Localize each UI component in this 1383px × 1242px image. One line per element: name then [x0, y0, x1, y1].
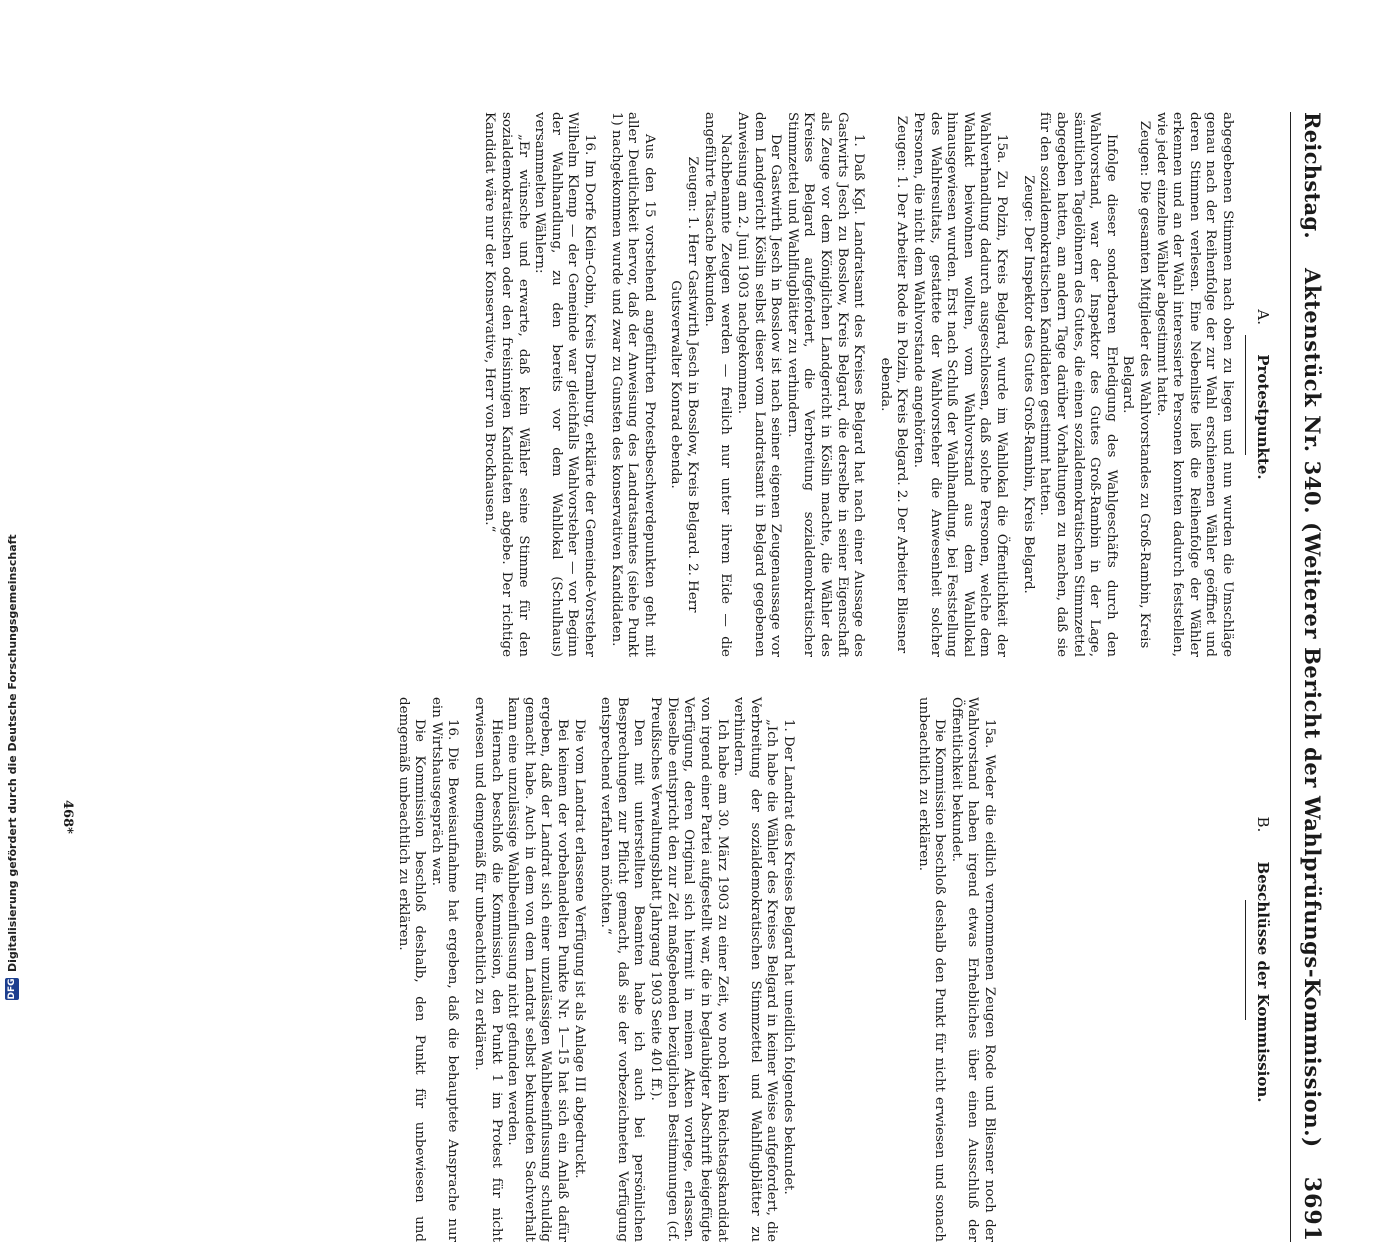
- heading-rule: [1245, 335, 1246, 455]
- page-number: 3691: [1299, 1176, 1325, 1242]
- digitization-footer: [1, 0, 23, 1000]
- paragraph: Hiernach beschloß die Kommission, den Punkt 1 im Protest für nicht erwiesen und demgemäß für unbeachtlich zu erklären.: [471, 697, 504, 1242]
- quotation: „Ich habe die Wähler des Kreises Belgard in keiner Weise aufgefordert, die Verbreitung der sozialdemokratischen Stimmzettel und Wahlflugblätter zu verhindern.: [731, 697, 780, 1242]
- witness-line: Zeuge: Der Inspektor des Gutes Groß-Rambin, Kreis Belgard.: [1020, 175, 1036, 594]
- column-headings: [1245, 112, 1272, 1242]
- paragraph: Aus den 15 vorstehend angeführten Protestbeschwerdepunkten geht mit aller Deutlichkeit hervor, daß der Anweisung des Landratsamtes (siehe Punkt 1) nachgekommen wurde und zwar zu Gunsten des konservativen Kandidaten.: [608, 112, 657, 657]
- paragraph: 16. Die Beweisaufnahme hat ergeben, daß die behauptete Ansprache nur ein Wirtshausgespräch war.: [428, 697, 461, 1242]
- header-title: Aktenstück Nr. 340. (Weiterer Bericht der Wahlprüfungs-Kommission.): [1300, 268, 1325, 1148]
- paragraph: Nachbenannte Zeugen werden — freilich nur unter ihrem Eide — die angeführte Tatsache bekunden.: [701, 112, 734, 657]
- paragraph: 1. Daß Kgl. Landratsamt des Kreises Belgard hat nach einer Aussage des Gastwirts Jesch zu Bosslow, Kreis Belgard, die derselbe in seiner Eigenschaft als Zeuge vor dem Königlichen Landgericht in Köslin machte, die Wähler des Kreises Belgard aufgefordert, die Verbreitung sozialdemokratischer Stimmzettel und Wahlflugblätter zu verhindern.: [784, 112, 867, 657]
- quotation: „Er wünsche und erwarte, daß kein Wähler seine Stimme für den sozialdemokratischen oder den freisinnigen Kandidaten abgebe. Der richtige Kandidat wäre nur der Konservative, Herr von Brockhausen.“: [482, 112, 531, 657]
- paragraph: Bei keinem der vorbehandelten Punkte Nr. 1—15 hat sich ein Anlaß dafür ergeben, daß der Landrat sich einer unzulässigen Wahlbeeinflussung schuldig gemacht habe. Auch in dem von dem Landrat selbst bekundeten Sachverhalt kann eine unzulässige Wahlbeeinflussung nicht gefunden werden.: [505, 697, 571, 1242]
- paragraph: Ich habe am 30. März 1903 zu einer Zeit, wo noch kein Reichstagskandidat von irgend einer Partei aufgestellt war, die in beglaubigter Abschrift beigefügte Verfügung, deren Original sich hiermit in meinen Akten vorlege, erlassen. Dieselbe entspricht den zur Zeit maßgebenden bezüglichen Bestimmungen (cf. Preußisches Verwaltungsblatt Jahrgang 1903 Seite 401 ff.).: [648, 697, 730, 1242]
- page-header: [1290, 112, 1325, 1242]
- right-column-heading: [1245, 677, 1272, 1242]
- paragraph: Den mit unterstellten Beamten habe ich auch bei persönlichen Besprechungen zur Pflicht gemacht, daß sie der vorbezeichneten Verfügung entsprechend verfahren möchten.“: [598, 697, 647, 1242]
- right-heading-letter: B.: [1254, 816, 1272, 833]
- two-column-body: [394, 112, 1235, 1242]
- paragraph: Die vom Landrat erlassene Verfügung ist als Anlage III abgedruckt.: [571, 719, 587, 1179]
- right-heading-text: Beschlüsse der Kommission.: [1254, 861, 1272, 1103]
- paragraph: 15a. Zu Polzin, Kreis Belgard, wurde im Wahllokal die Öffentlichkeit der Wahlverhandlung dadurch ausgeschlossen, daß solche Personen, welche dem Wahlakt beiwohnen wollten, vom Wahlvorstand aus dem Wahllokal hinausgewiesen wurden. Erst nach Schluß der Wahlhandlung, bei Feststellung des Wahlresultats, gestattete der Wahlvorsteher die Anwesenheit solcher Personen, die nicht dem Wahlvorstande angehörten.: [911, 112, 1010, 657]
- signature-mark: 468*: [60, 800, 75, 834]
- witness-line: Zeugen: Die gesamten Mitglieder des Wahlvorstandes zu Groß-Rambin, Kreis Belgard.: [1120, 120, 1152, 649]
- footer-text: Digitalisierung gefördert durch die Deutsche Forschungsgemeinschaft: [5, 534, 19, 972]
- header-left: Reichstag.: [1300, 112, 1325, 239]
- paragraph: Infolge dieser sonderbaren Erledigung des Wahlgeschäfts durch den Wahlvorstand, war der Inspektor des Gutes Groß-Rambin in der Lage, sämtlichen Tagelöhnern des Gutes, die einen sozialdemokratischen Stimmzettel abgegeben hatten, am andern Tage darüber Vorhaltungen zu machen, daß sie für den sozialdemokratischen Kandidaten gestimmt hatten.: [1037, 112, 1119, 657]
- paragraph: 16. Im Dorfe Klein-Cobin, Kreis Dramburg, erklärte der Gemeinde-Vorsteher Wilhelm Klemp — der Gemeinde war gleichfalls Wahlvorsteher — vor Beginn der Wahlhandlung, zu den bereits vor dem Wahllokal (Schulhaus) versammelten Wählern:: [532, 112, 598, 657]
- left-heading-letter: A.: [1254, 309, 1272, 325]
- left-column: [394, 112, 1235, 657]
- left-heading-text: Protestpunkte.: [1254, 354, 1272, 480]
- paragraph: Die Kommission beschloß deshalb den Punkt für nicht erwiesen und sonach unbeachtlich zu erklären.: [915, 697, 948, 1242]
- paragraph: Die Kommission beschloß deshalb, den Punkt für unbewiesen und demgemäß unbeachtlich zu erklären.: [395, 697, 428, 1242]
- left-column-heading: [1245, 112, 1272, 677]
- witness-line: Zeugen: 1. Herr Gastwirth Jesch in Bosslow, Kreis Belgard. 2. Herr Gutsverwalter Konrad ebenda.: [668, 156, 701, 613]
- dfg-logo: DFG: [7, 978, 17, 1000]
- right-column: [394, 697, 1235, 1242]
- paragraph: 1. Der Landrat des Kreises Belgard hat uneidlich folgendes bekundet.: [780, 719, 796, 1195]
- paragraph: 15a. Weder die eidlich vernommenen Zeugen Rode und Bliesner noch der Wahlvorstand haben irgend etwas Erhebliches über einen Ausschluß der Öffentlichkeit bekundet.: [948, 697, 997, 1242]
- paragraph: abgegebenen Stimmen nach oben zu liegen und nun wurden die Umschläge genau nach der Reihenfolge der zur Wahl erschienenen Wähler geöffnet und deren Stimmen verlesen. Eine Nebenliste ließ die Reihenfolge der Wähler erkennen und an der Wahl interessierte Personen konnten dadurch feststellen, wie jeder einzelne Wähler abgestimmt hatte.: [1153, 112, 1235, 657]
- heading-rule: [1245, 900, 1246, 1020]
- witness-line: Zeugen: 1. Der Arbeiter Rode in Polzin, Kreis Belgard. 2. Der Arbeiter Bliesner ebenda.: [877, 115, 910, 654]
- paragraph: Der Gastwirth Jesch in Bosslow ist nach seiner eigenen Zeugenaussage vor dem Landgericht Köslin selbst dieser vom Landratsamt in Belgard gegebenen Anweisung am 2. Juni 1903 nachgekommen.: [734, 112, 784, 657]
